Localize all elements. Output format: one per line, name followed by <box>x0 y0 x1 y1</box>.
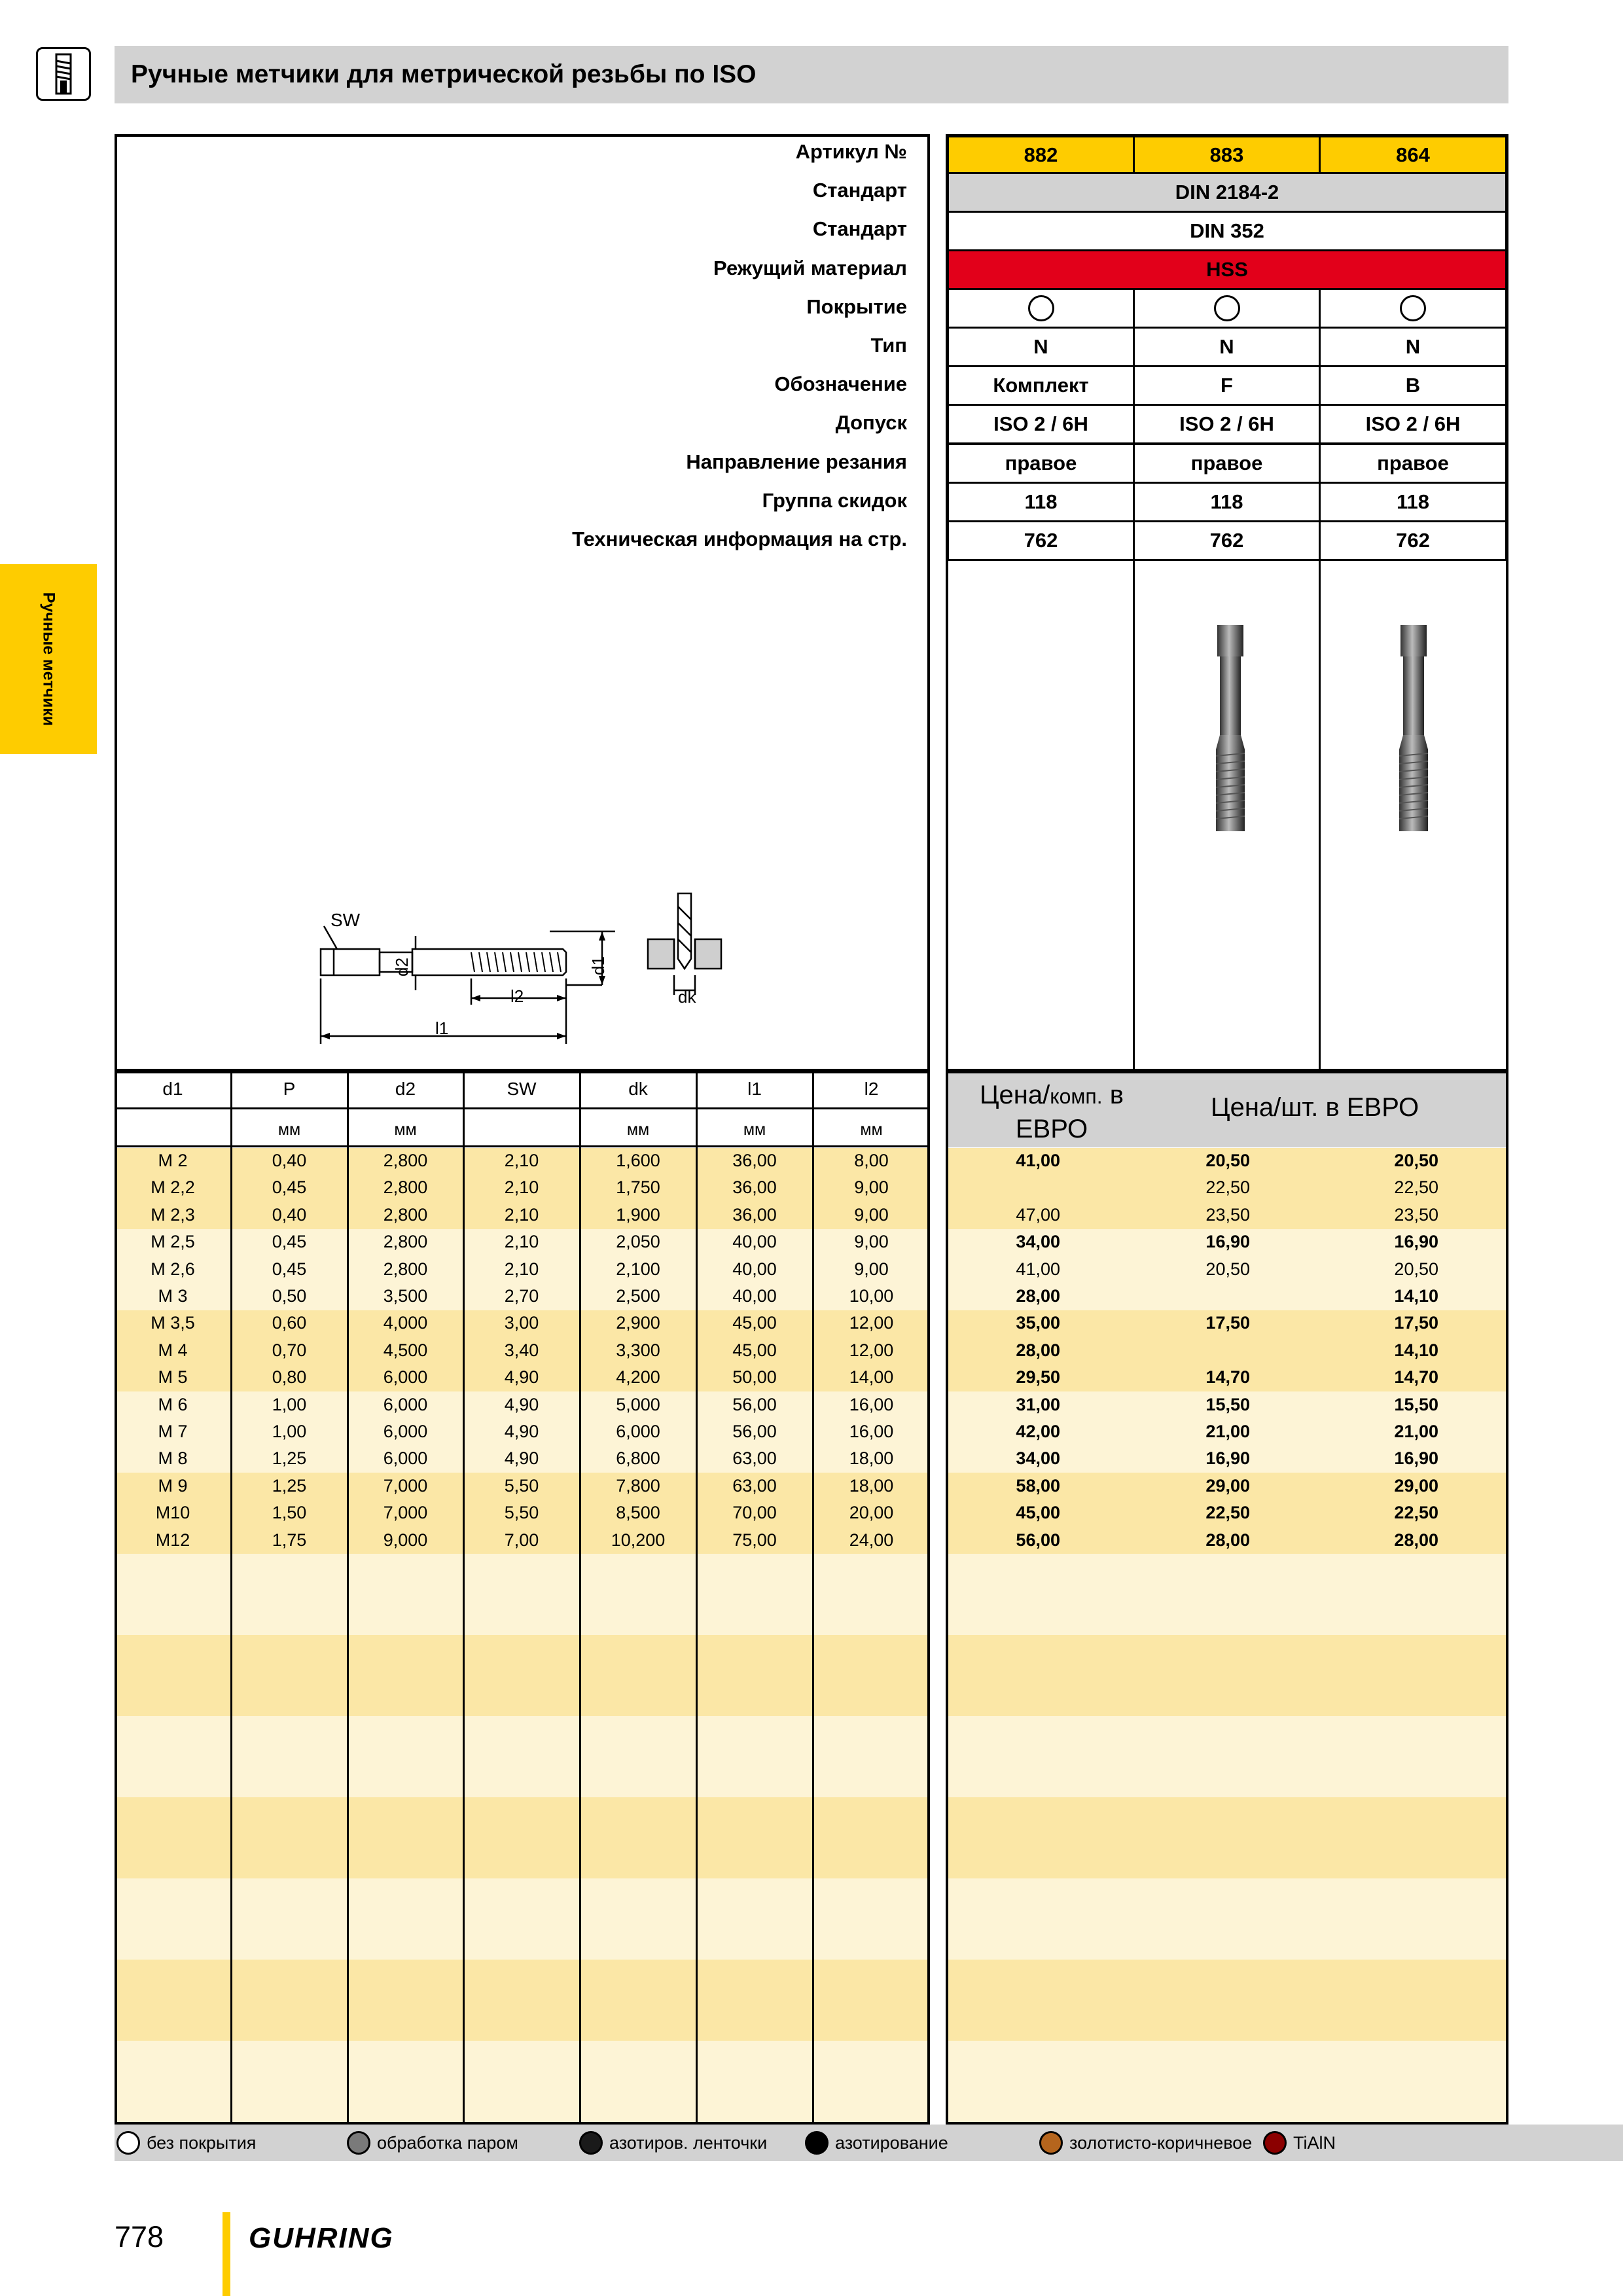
column-divider <box>463 1071 465 2125</box>
cell-sw: 2,70 <box>504 1286 539 1306</box>
price-882: 58,00 <box>1016 1475 1060 1496</box>
price-883: 23,50 <box>1205 1204 1250 1225</box>
cell-dk: 7,800 <box>616 1475 660 1496</box>
cell-l1: 56,00 <box>732 1394 777 1414</box>
cutting-direction-883: правое <box>1133 443 1321 484</box>
footer-accent <box>223 2212 230 2296</box>
cell-l2: 8,00 <box>854 1151 889 1170</box>
cutting-direction-882: правое <box>947 443 1135 484</box>
cell-l2: 14,00 <box>849 1367 894 1388</box>
uncoated-icon <box>1028 295 1054 321</box>
price-864: 14,70 <box>1394 1367 1438 1388</box>
price-864: 22,50 <box>1394 1503 1438 1523</box>
cell-dk: 6,800 <box>616 1448 660 1469</box>
cell-d2: 4,000 <box>383 1313 428 1333</box>
coating-cell <box>1319 288 1507 329</box>
standard-din-352: DIN 352 <box>947 211 1507 251</box>
column-header-dk: dk <box>628 1079 648 1099</box>
cell-d2: 6,000 <box>383 1422 428 1441</box>
cell-d1: M 2,5 <box>151 1232 195 1252</box>
nitrided-icon <box>805 2131 829 2155</box>
price-883: 20,50 <box>1205 1151 1250 1170</box>
cell-d2: 7,000 <box>383 1475 428 1496</box>
cell-d2: 2,800 <box>383 1151 428 1170</box>
cell-d2: 9,000 <box>383 1530 428 1550</box>
column-header-d2: d2 <box>395 1079 416 1099</box>
column-unit: мм <box>626 1121 650 1139</box>
cell-p: 0,60 <box>272 1313 307 1333</box>
diagram-label-d1: d1 <box>588 956 608 975</box>
price-864: 29,00 <box>1394 1475 1438 1496</box>
cell-d2: 4,500 <box>383 1340 428 1360</box>
cell-l2: 9,00 <box>854 1204 889 1225</box>
cell-p: 1,00 <box>272 1422 307 1441</box>
price-882: 45,00 <box>1016 1503 1060 1523</box>
cell-sw: 3,00 <box>504 1313 539 1333</box>
price-882: 47,00 <box>1016 1204 1060 1225</box>
column-divider <box>347 1071 349 2125</box>
legend-label: азотиров. ленточки <box>609 2132 768 2153</box>
price-882: 41,00 <box>1016 1151 1060 1170</box>
nitrided-lands-icon <box>579 2131 603 2155</box>
cell-p: 1,75 <box>272 1530 307 1550</box>
tolerance-882: ISO 2 / 6H <box>947 404 1135 444</box>
cell-l1: 40,00 <box>732 1286 777 1306</box>
price-883: 28,00 <box>1205 1530 1250 1550</box>
uncoated-icon <box>1400 295 1426 321</box>
tap-864-image <box>1387 625 1440 834</box>
price-864: 14,10 <box>1394 1286 1438 1306</box>
cell-dk: 4,200 <box>616 1367 660 1388</box>
standard-din-2184: DIN 2184-2 <box>947 172 1507 213</box>
column-header-sw: SW <box>507 1079 537 1099</box>
cell-sw: 2,10 <box>504 1204 539 1225</box>
designation-883: F <box>1133 365 1321 406</box>
cell-d1: M 9 <box>158 1475 188 1496</box>
cell-p: 0,40 <box>272 1204 307 1225</box>
legend-label: золотисто-коричневое <box>1069 2132 1253 2153</box>
price-883: 16,90 <box>1205 1448 1250 1469</box>
article-882: 882 <box>947 135 1135 174</box>
spec-label: Группа скидок <box>762 488 907 512</box>
gold-brown-icon <box>1039 2131 1063 2155</box>
cell-p: 0,40 <box>272 1151 307 1170</box>
cell-sw: 5,50 <box>504 1503 539 1523</box>
cell-l2: 24,00 <box>849 1530 894 1550</box>
price-882: 34,00 <box>1016 1448 1060 1469</box>
cell-l1: 45,00 <box>732 1313 777 1333</box>
legend-label: TiAlN <box>1293 2132 1336 2153</box>
spec-label: Направление резания <box>686 450 907 473</box>
cell-l2: 16,00 <box>849 1394 894 1414</box>
spec-label: Допуск <box>835 411 907 435</box>
spec-label: Стандарт <box>812 179 907 202</box>
cell-dk: 1,750 <box>616 1177 660 1198</box>
column-divider <box>812 1071 814 2125</box>
cell-d1: M 5 <box>158 1367 188 1388</box>
designation-882: Комплект <box>947 365 1135 406</box>
cell-sw: 4,90 <box>504 1448 539 1469</box>
cell-sw: 4,90 <box>504 1422 539 1441</box>
cell-sw: 4,90 <box>504 1394 539 1414</box>
cell-sw: 3,40 <box>504 1340 539 1360</box>
price-883: 16,90 <box>1205 1232 1250 1252</box>
cell-dk: 2,050 <box>616 1232 660 1252</box>
tolerance-883: ISO 2 / 6H <box>1133 404 1321 444</box>
price-882: 41,00 <box>1016 1259 1060 1279</box>
cell-p: 0,80 <box>272 1367 307 1388</box>
cell-dk: 10,200 <box>611 1530 666 1550</box>
cell-d2: 6,000 <box>383 1394 428 1414</box>
price-864: 16,90 <box>1394 1232 1438 1252</box>
price-864: 16,90 <box>1394 1448 1438 1469</box>
legend-label: обработка паром <box>377 2132 518 2153</box>
spec-label: Тип <box>870 334 907 357</box>
tap-icon <box>36 47 91 101</box>
cell-d1: M 8 <box>158 1448 188 1469</box>
price-864: 20,50 <box>1394 1151 1438 1170</box>
tialn-icon <box>1263 2131 1287 2155</box>
legend-item <box>1039 2127 1252 2159</box>
cell-d2: 6,000 <box>383 1448 428 1469</box>
price-883: 22,50 <box>1205 1177 1250 1198</box>
cell-d1: M12 <box>155 1530 190 1550</box>
price-883: 29,00 <box>1205 1475 1250 1496</box>
price-head-piece: Цена/шт. в ЕВРО <box>1211 1093 1419 1122</box>
price-864: 22,50 <box>1394 1177 1438 1198</box>
uncoated-icon <box>116 2131 140 2155</box>
column-divider <box>230 1071 232 2125</box>
spec-label: Техническая информация на стр. <box>572 528 907 550</box>
diagram-label-d2: d2 <box>391 958 412 977</box>
cell-dk: 2,900 <box>616 1313 660 1333</box>
cell-l1: 36,00 <box>732 1204 777 1225</box>
cell-p: 1,25 <box>272 1475 307 1496</box>
header-rule <box>115 1145 930 1147</box>
spec-label: Артикул № <box>795 140 907 163</box>
price-882: 35,00 <box>1016 1313 1060 1333</box>
discount-group-883: 118 <box>1133 482 1321 522</box>
cell-p: 0,50 <box>272 1286 307 1306</box>
price-head-set: Цена/комп. в ЕВРО <box>979 1081 1124 1143</box>
cell-d1: M 2,6 <box>151 1259 195 1279</box>
column-unit: мм <box>277 1121 301 1139</box>
side-tab-label: Ручные метчики <box>39 592 58 726</box>
tap-883-image <box>1204 625 1257 834</box>
cell-d1: M10 <box>155 1503 190 1523</box>
cell-l2: 12,00 <box>849 1340 894 1360</box>
designation-864: B <box>1319 365 1507 406</box>
cell-d2: 2,800 <box>383 1232 428 1252</box>
cell-l1: 70,00 <box>732 1503 777 1523</box>
price-883: 15,50 <box>1205 1394 1250 1414</box>
column-unit: мм <box>743 1121 766 1139</box>
column-header-l1: l1 <box>747 1079 762 1099</box>
column-header-p: P <box>283 1079 296 1099</box>
tolerance-864: ISO 2 / 6H <box>1319 404 1507 444</box>
price-883: 21,00 <box>1205 1422 1250 1441</box>
cell-l1: 40,00 <box>732 1232 777 1252</box>
cell-l1: 63,00 <box>732 1448 777 1469</box>
legend-item <box>805 2127 948 2159</box>
price-882: 56,00 <box>1016 1530 1060 1550</box>
price-883: 14,70 <box>1205 1367 1250 1388</box>
price-864: 14,10 <box>1394 1340 1438 1360</box>
cell-l1: 50,00 <box>732 1367 777 1388</box>
cell-l1: 56,00 <box>732 1422 777 1441</box>
cell-d1: M 3 <box>158 1286 188 1306</box>
uncoated-icon <box>1214 295 1240 321</box>
cell-dk: 2,100 <box>616 1259 660 1279</box>
cell-d1: M 2 <box>158 1151 188 1170</box>
discount-group-864: 118 <box>1319 482 1507 522</box>
diagram-label-dk: dk <box>678 987 696 1007</box>
cell-dk: 8,500 <box>616 1503 660 1523</box>
cell-l1: 75,00 <box>732 1530 777 1550</box>
legend-item <box>116 2127 256 2159</box>
cell-dk: 2,500 <box>616 1286 660 1306</box>
legend-item <box>347 2127 518 2159</box>
diagram-label-sw: SW <box>330 910 361 930</box>
cell-l2: 18,00 <box>849 1448 894 1469</box>
cell-p: 0,45 <box>272 1232 307 1252</box>
cell-l2: 9,00 <box>854 1259 889 1279</box>
cell-l1: 36,00 <box>732 1151 777 1170</box>
type-883: N <box>1133 327 1321 367</box>
price-882: 31,00 <box>1016 1394 1060 1414</box>
price-882: 34,00 <box>1016 1232 1060 1252</box>
cell-d2: 2,800 <box>383 1177 428 1198</box>
header-rule <box>115 1107 930 1109</box>
legend-item <box>1263 2127 1336 2159</box>
column-header-l2: l2 <box>864 1079 879 1099</box>
diagram-label-l2: l2 <box>510 986 524 1006</box>
type-864: N <box>1319 327 1507 367</box>
cell-dk: 5,000 <box>616 1394 660 1414</box>
price-883: 20,50 <box>1205 1259 1250 1279</box>
cell-dk: 1,900 <box>616 1204 660 1225</box>
cell-sw: 2,10 <box>504 1177 539 1198</box>
coating-cell <box>1133 288 1321 329</box>
cell-sw: 2,10 <box>504 1151 539 1170</box>
price-864: 21,00 <box>1394 1422 1438 1441</box>
cell-d1: M 3,5 <box>151 1313 195 1333</box>
legend-label: без покрытия <box>147 2132 257 2153</box>
type-882: N <box>947 327 1135 367</box>
page-title: Ручные метчики для метрической резьбы по ISO <box>131 60 757 88</box>
article-883: 883 <box>1133 135 1321 174</box>
cell-p: 0,45 <box>272 1259 307 1279</box>
cell-p: 0,45 <box>272 1177 307 1198</box>
column-divider <box>696 1071 698 2125</box>
cell-d2: 7,000 <box>383 1503 428 1523</box>
cell-p: 0,70 <box>272 1340 307 1360</box>
tap-dimension-diagram <box>308 887 753 1057</box>
price-883: 17,50 <box>1205 1313 1250 1333</box>
cell-d2: 2,800 <box>383 1204 428 1225</box>
column-unit: мм <box>394 1121 417 1139</box>
price-882: 28,00 <box>1016 1286 1060 1306</box>
brand-logo: GUHRING <box>249 2222 394 2254</box>
coating-cell <box>947 288 1135 329</box>
cutting-material: HSS <box>947 249 1507 290</box>
tech-page-883: 762 <box>1133 520 1321 561</box>
price-864: 17,50 <box>1394 1313 1438 1333</box>
cell-dk: 3,300 <box>616 1340 660 1360</box>
cell-d1: M 2,2 <box>151 1177 195 1198</box>
column-header-d1: d1 <box>162 1079 183 1099</box>
page-number: 778 <box>115 2220 164 2253</box>
price-864: 15,50 <box>1394 1394 1438 1414</box>
cell-l2: 12,00 <box>849 1313 894 1333</box>
column-unit: мм <box>860 1121 883 1139</box>
steam-treated-icon <box>347 2131 370 2155</box>
image-divider <box>1319 560 1321 1071</box>
tech-page-864: 762 <box>1319 520 1507 561</box>
cell-d1: M 2,3 <box>151 1204 195 1225</box>
spec-label: Стандарт <box>812 217 907 241</box>
cell-d2: 2,800 <box>383 1259 428 1279</box>
cell-sw: 4,90 <box>504 1367 539 1388</box>
cell-l2: 20,00 <box>849 1503 894 1523</box>
cell-d1: M 6 <box>158 1394 188 1414</box>
spec-label: Покрытие <box>806 295 907 318</box>
cell-l1: 36,00 <box>732 1177 777 1198</box>
cell-l2: 9,00 <box>854 1177 889 1198</box>
cell-sw: 2,10 <box>504 1259 539 1279</box>
price-883: 22,50 <box>1205 1503 1250 1523</box>
spec-label: Режущий материал <box>713 256 907 279</box>
cell-d1: M 4 <box>158 1340 188 1360</box>
legend-label: азотирование <box>835 2132 948 2153</box>
discount-group-882: 118 <box>947 482 1135 522</box>
cell-l1: 45,00 <box>732 1340 777 1360</box>
article-864: 864 <box>1319 135 1507 174</box>
price-864: 20,50 <box>1394 1259 1438 1279</box>
cell-p: 1,00 <box>272 1394 307 1414</box>
cell-l2: 16,00 <box>849 1422 894 1441</box>
column-divider <box>579 1071 581 2125</box>
price-882: 28,00 <box>1016 1340 1060 1360</box>
cutting-direction-864: правое <box>1319 443 1507 484</box>
diagram-label-l1: l1 <box>435 1018 449 1038</box>
price-864: 23,50 <box>1394 1204 1438 1225</box>
cell-sw: 7,00 <box>504 1530 539 1550</box>
legend-item <box>579 2127 767 2159</box>
cell-l2: 9,00 <box>854 1232 889 1252</box>
cell-dk: 1,600 <box>616 1151 660 1170</box>
cell-d1: M 7 <box>158 1422 188 1441</box>
spec-label: Обозначение <box>774 372 907 396</box>
cell-sw: 5,50 <box>504 1475 539 1496</box>
image-divider <box>1133 560 1135 1071</box>
tech-page-882: 762 <box>947 520 1135 561</box>
cell-p: 1,25 <box>272 1448 307 1469</box>
cell-sw: 2,10 <box>504 1232 539 1252</box>
cell-l1: 63,00 <box>732 1475 777 1496</box>
price-882: 29,50 <box>1016 1367 1060 1388</box>
cell-l2: 10,00 <box>849 1286 894 1306</box>
cell-d2: 6,000 <box>383 1367 428 1388</box>
price-882: 42,00 <box>1016 1422 1060 1441</box>
cell-dk: 6,000 <box>616 1422 660 1441</box>
cell-p: 1,50 <box>272 1503 307 1523</box>
cell-l2: 18,00 <box>849 1475 894 1496</box>
cell-d2: 3,500 <box>383 1286 428 1306</box>
price-864: 28,00 <box>1394 1530 1438 1550</box>
cell-l1: 40,00 <box>732 1259 777 1279</box>
